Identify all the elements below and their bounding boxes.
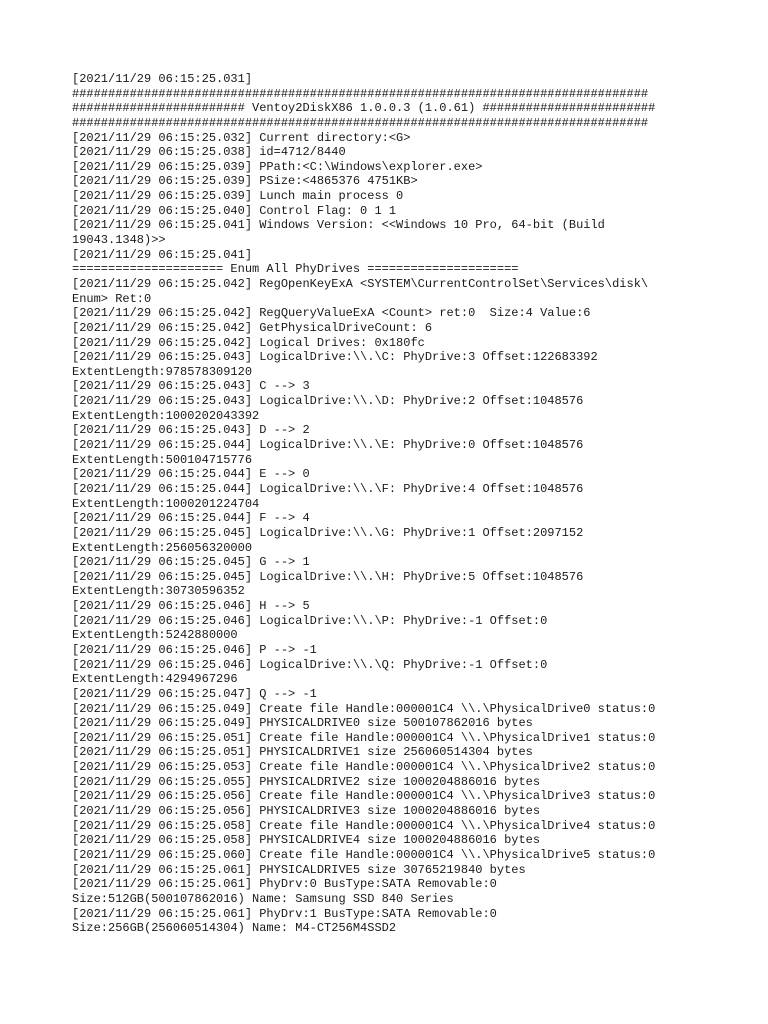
log-line: [2021/11/29 06:15:25.041] <box>72 247 253 262</box>
log-line: [2021/11/29 06:15:25.047] Q --> -1 <box>72 686 317 701</box>
log-line: ExtentLength:4294967296 <box>72 672 238 687</box>
log-line: [2021/11/29 06:15:25.046] H --> 5 <box>72 599 310 614</box>
log-line: [2021/11/29 06:15:25.042] RegQueryValueExA <Count> ret:0 Size:4 Value:6 <box>72 306 591 321</box>
log-line: [2021/11/29 06:15:25.044] E --> 0 <box>72 467 310 482</box>
log-text-body <box>72 72 655 936</box>
log-line: [2021/11/29 06:15:25.045] LogicalDrive:\\.\H: PhyDrive:5 Offset:1048576 <box>72 569 584 584</box>
log-line: [2021/11/29 06:15:25.032] Current directory:<G> <box>72 130 411 145</box>
log-line: [2021/11/29 06:15:25.031] <box>72 72 253 86</box>
log-line: [2021/11/29 06:15:25.056] Create file Handle:000001C4 \\.\PhysicalDrive3 status:0 <box>72 789 656 804</box>
log-line: [2021/11/29 06:15:25.061] PhyDrv:1 BusType:SATA Removable:0 <box>72 906 497 921</box>
log-line: ===================== Enum All PhyDrives ===================== <box>72 262 519 277</box>
log-line: [2021/11/29 06:15:25.051] PHYSICALDRIVE1 size 256060514304 bytes <box>72 745 533 760</box>
log-line: [2021/11/29 06:15:25.044] LogicalDrive:\\.\F: PhyDrive:4 Offset:1048576 <box>72 481 584 496</box>
log-line: [2021/11/29 06:15:25.046] LogicalDrive:\\.\Q: PhyDrive:-1 Offset:0 <box>72 657 548 672</box>
log-line: ExtentLength:30730596352 <box>72 584 245 599</box>
log-line: ################################################################################ <box>72 86 649 101</box>
log-line: [2021/11/29 06:15:25.043] D --> 2 <box>72 423 310 438</box>
log-line: [2021/11/29 06:15:25.055] PHYSICALDRIVE2 size 1000204886016 bytes <box>72 774 541 789</box>
log-line: [2021/11/29 06:15:25.043] LogicalDrive:\\.\C: PhyDrive:3 Offset:122683392 <box>72 350 598 365</box>
log-line: [2021/11/29 06:15:25.045] LogicalDrive:\\.\G: PhyDrive:1 Offset:2097152 <box>72 525 584 540</box>
log-line: [2021/11/29 06:15:25.056] PHYSICALDRIVE3 size 1000204886016 bytes <box>72 804 541 819</box>
log-line: [2021/11/29 06:15:25.049] Create file Handle:000001C4 \\.\PhysicalDrive0 status:0 <box>72 701 656 716</box>
log-line: Size:256GB(256060514304) Name: M4-CT256M4SSD2 <box>72 921 397 936</box>
log-line: [2021/11/29 06:15:25.041] Windows Version: <<Windows 10 Pro, 64-bit (Build <box>72 218 605 233</box>
log-line: ExtentLength:978578309120 <box>72 364 253 379</box>
log-line: [2021/11/29 06:15:25.049] PHYSICALDRIVE0 size 500107862016 bytes <box>72 716 533 731</box>
log-line: 19043.1348)>> <box>72 233 166 248</box>
log-line: Size:512GB(500107862016) Name: Samsung SSD 840 Series <box>72 891 454 906</box>
log-line: [2021/11/29 06:15:25.042] RegOpenKeyExA <SYSTEM\CurrentControlSet\Services\disk\ <box>72 276 649 291</box>
log-line: ExtentLength:1000202043392 <box>72 408 260 423</box>
log-line: ExtentLength:256056320000 <box>72 540 253 555</box>
log-line: [2021/11/29 06:15:25.040] Control Flag: 0 1 1 <box>72 203 397 218</box>
log-line: [2021/11/29 06:15:25.053] Create file Handle:000001C4 \\.\PhysicalDrive2 status:0 <box>72 760 656 775</box>
log-line: ######################## Ventoy2DiskX86 1.0.0.3 (1.0.61) ######################## <box>72 101 656 116</box>
log-line: ExtentLength:1000201224704 <box>72 496 260 511</box>
log-line: [2021/11/29 06:15:25.046] P --> -1 <box>72 642 317 657</box>
log-line: ExtentLength:5242880000 <box>72 628 238 643</box>
log-line: [2021/11/29 06:15:25.038] id=4712/8440 <box>72 145 346 160</box>
log-line: [2021/11/29 06:15:25.061] PhyDrv:0 BusType:SATA Removable:0 <box>72 877 497 892</box>
log-line: [2021/11/29 06:15:25.044] LogicalDrive:\\.\E: PhyDrive:0 Offset:1048576 <box>72 438 584 453</box>
log-line: [2021/11/29 06:15:25.042] GetPhysicalDriveCount: 6 <box>72 320 433 335</box>
log-line: ################################################################################ <box>72 115 649 130</box>
log-line: [2021/11/29 06:15:25.039] PPath:<C:\Windows\explorer.exe> <box>72 159 483 174</box>
log-line: [2021/11/29 06:15:25.039] Lunch main process 0 <box>72 189 404 204</box>
log-line: [2021/11/29 06:15:25.044] F --> 4 <box>72 511 310 526</box>
log-line: [2021/11/29 06:15:25.046] LogicalDrive:\\.\P: PhyDrive:-1 Offset:0 <box>72 613 548 628</box>
log-line: [2021/11/29 06:15:25.043] C --> 3 <box>72 379 310 394</box>
log-line: [2021/11/29 06:15:25.058] Create file Handle:000001C4 \\.\PhysicalDrive4 status:0 <box>72 818 656 833</box>
log-line: [2021/11/29 06:15:25.039] PSize:<4865376 4751KB> <box>72 174 418 189</box>
log-line: ExtentLength:500104715776 <box>72 452 253 467</box>
log-line: [2021/11/29 06:15:25.043] LogicalDrive:\\.\D: PhyDrive:2 Offset:1048576 <box>72 394 584 409</box>
log-line: [2021/11/29 06:15:25.061] PHYSICALDRIVE5 size 30765219840 bytes <box>72 862 526 877</box>
log-line: Enum> Ret:0 <box>72 291 152 306</box>
log-line: [2021/11/29 06:15:25.051] Create file Handle:000001C4 \\.\PhysicalDrive1 status:0 <box>72 730 656 745</box>
log-line: [2021/11/29 06:15:25.058] PHYSICALDRIVE4 size 1000204886016 bytes <box>72 833 541 848</box>
log-line: [2021/11/29 06:15:25.060] Create file Handle:000001C4 \\.\PhysicalDrive5 status:0 <box>72 847 656 862</box>
log-line: [2021/11/29 06:15:25.045] G --> 1 <box>72 555 310 570</box>
log-line: [2021/11/29 06:15:25.042] Logical Drives: 0x180fc <box>72 335 425 350</box>
